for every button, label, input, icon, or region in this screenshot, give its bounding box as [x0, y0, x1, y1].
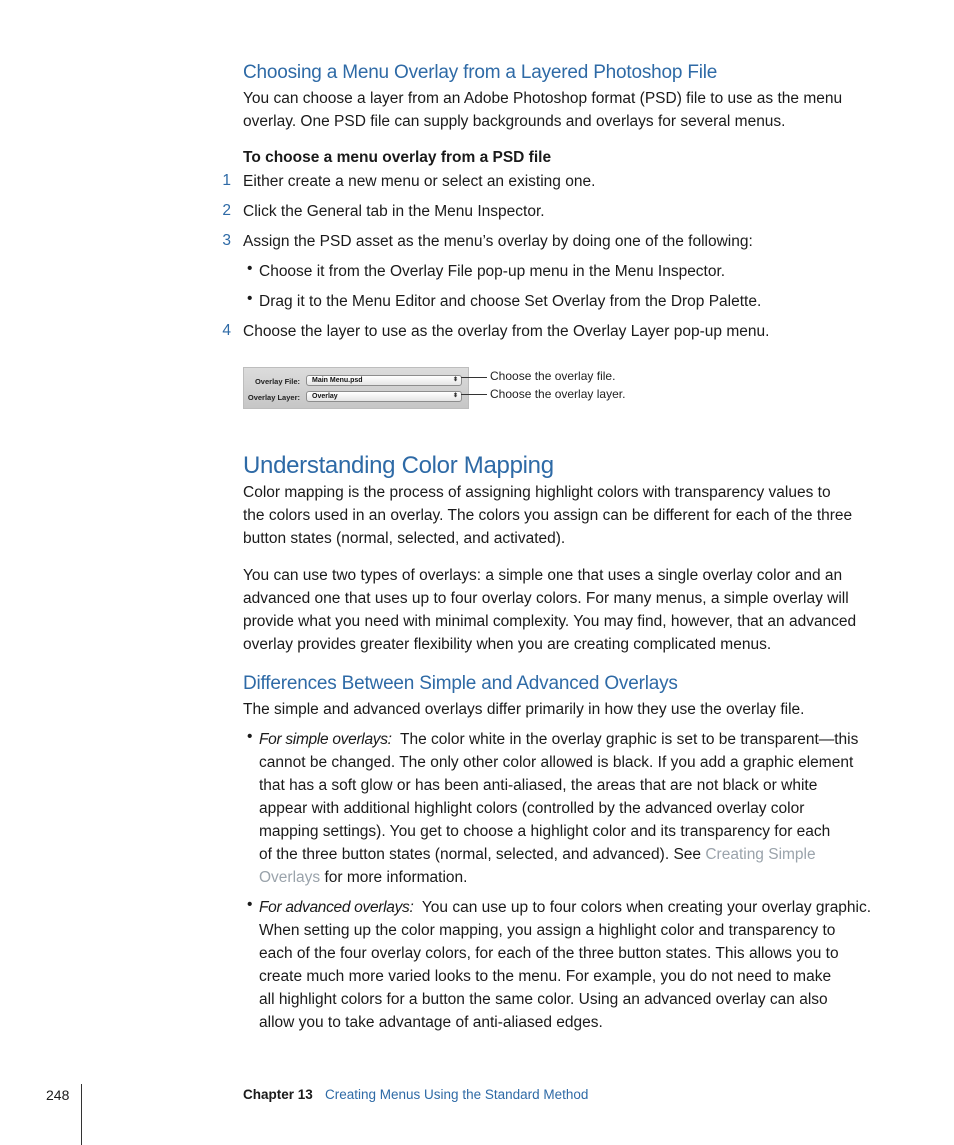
- text-line: You can choose a layer from an Adobe Photoshop format (PSD) file to use as the menu: [243, 90, 843, 107]
- step-number: 4: [222, 322, 231, 339]
- text-line: When setting up the color mapping, you assign a highlight color and transparency to: [259, 922, 836, 939]
- text-line: allow you to take advantage of anti-aliased edges.: [259, 1014, 603, 1031]
- sub-step-text: Drag it to the Menu Editor and choose Set Overlay from the Drop Palette.: [259, 293, 762, 310]
- text-line: appear with additional highlight colors (controlled by the advanced overlay color: [259, 800, 805, 817]
- text-line: [259, 728, 879, 751]
- section-heading-psd-overlay: Choosing a Menu Overlay from a Layered Photoshop File: [243, 62, 718, 83]
- intro-paragraph: [243, 87, 883, 133]
- text-line: that has a soft glow or has been anti-aliased, the areas that are not black or white: [259, 777, 818, 794]
- overlay-layer-label: Overlay Layer:: [247, 393, 300, 402]
- differences-intro: The simple and advanced overlays differ primarily in how they use the overlay file.: [243, 701, 805, 718]
- text-line: button states (normal, selected, and activated).: [243, 530, 566, 547]
- simple-overlay-item: [259, 728, 879, 889]
- overlay-layer-popup[interactable]: [306, 391, 462, 402]
- text-line: cannot be changed. The only other color allowed is black. If you add a graphic element: [259, 754, 854, 771]
- text-line: create much more varied looks to the menu. For example, you do not need to make: [259, 968, 832, 985]
- footer-divider: [81, 1084, 82, 1145]
- creating-simple-overlays-link[interactable]: Creating Simple: [705, 846, 816, 863]
- step-text: Choose the layer to use as the overlay from the Overlay Layer pop-up menu.: [243, 323, 770, 340]
- callout-layer: Choose the overlay layer.: [490, 387, 626, 401]
- overlay-file-label: Overlay File:: [254, 377, 300, 386]
- text-line: [259, 843, 879, 866]
- bullet-glyph: •: [247, 260, 253, 277]
- text-line: [259, 866, 879, 889]
- step-number: 3: [222, 232, 231, 249]
- text-line: the colors used in an overlay. The colors you assign can be different for each of the three: [243, 507, 853, 524]
- text-span: You can use up to four colors when creating your overlay graphic.: [421, 899, 872, 916]
- text-line: advanced one that uses up to four overlay colors. For many menus, a simple overlay will: [243, 590, 849, 607]
- text-line: overlay provides greater flexibility when you are creating complicated menus.: [243, 636, 772, 653]
- step-text: Assign the PSD asset as the menu’s overlay by doing one of the following:: [243, 233, 753, 250]
- section-heading-differences: Differences Between Simple and Advanced Overlays: [243, 673, 678, 694]
- sub-step-text: Choose it from the Overlay File pop-up menu in the Menu Inspector.: [259, 263, 726, 280]
- advanced-overlay-item: [259, 896, 879, 1034]
- overlay-layer-value: Overlay: [312, 393, 338, 400]
- callout-line: [461, 394, 487, 395]
- text-line: You can use two types of overlays: a simple one that uses a single overlay color and an: [243, 567, 843, 584]
- text-span: for more information.: [324, 869, 468, 886]
- text-line: all highlight colors for a button the same color. Using an advanced overlay can also: [259, 991, 828, 1008]
- inspector-screenshot: [243, 367, 469, 409]
- page-number: 248: [46, 1087, 70, 1103]
- text-line: Color mapping is the process of assigning highlight colors with transparency values to: [243, 484, 831, 501]
- section-heading-color-mapping: Understanding Color Mapping: [243, 452, 554, 479]
- simple-term: For simple overlays:: [259, 731, 392, 748]
- popup-arrows-icon: ⬍: [452, 377, 458, 383]
- popup-arrows-icon: ⬍: [452, 393, 458, 399]
- step-number: 2: [222, 202, 231, 219]
- overlay-file-value: Main Menu.psd: [312, 377, 363, 384]
- step-text: Click the General tab in the Menu Inspector.: [243, 203, 545, 220]
- footer-chapter: Chapter 13: [243, 1087, 313, 1102]
- text-span: of the three button states (normal, selected, and advanced). See: [259, 846, 702, 863]
- text-line: [259, 896, 879, 919]
- callout-line: [461, 377, 487, 378]
- step-text: Either create a new menu or select an existing one.: [243, 173, 596, 190]
- text-line: overlay. One PSD file can supply backgrounds and overlays for several menus.: [243, 113, 786, 130]
- overlay-file-popup[interactable]: [306, 375, 462, 386]
- creating-simple-overlays-link[interactable]: Overlays: [259, 869, 321, 886]
- bullet-glyph: •: [247, 896, 253, 913]
- text-line: each of the four overlay colors, for each of the three button states. This allows you to: [259, 945, 839, 962]
- text-span: The color white in the overlay graphic is set to be transparent—this: [400, 731, 859, 748]
- callout-file: Choose the overlay file.: [490, 369, 616, 383]
- task-title: To choose a menu overlay from a PSD file: [243, 149, 552, 166]
- bullet-glyph: •: [247, 728, 253, 745]
- text-line: mapping settings). You get to choose a highlight color and its transparency for each: [259, 823, 831, 840]
- footer-chapter-title: Creating Menus Using the Standard Method: [325, 1087, 589, 1102]
- bullet-glyph: •: [247, 290, 253, 307]
- color-mapping-paragraph: [243, 481, 883, 550]
- overlay-types-paragraph: [243, 564, 883, 656]
- text-line: provide what you need with minimal complexity. You may find, however, that an advanced: [243, 613, 857, 630]
- advanced-term: For advanced overlays:: [259, 899, 414, 916]
- step-number: 1: [222, 172, 231, 189]
